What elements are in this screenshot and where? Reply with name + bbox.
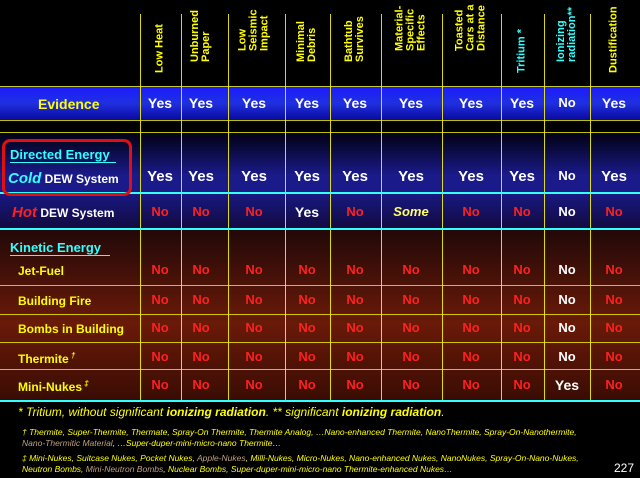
- table-cell: No: [558, 168, 576, 183]
- table-cell: No: [513, 262, 531, 277]
- footnote-text: Mini-Neutron Bombs: [85, 464, 164, 474]
- table-cell: Yes: [398, 95, 424, 111]
- footnote-mark: †: [68, 351, 76, 360]
- table-cell: No: [192, 320, 210, 335]
- table-cell: Yes: [342, 95, 368, 111]
- table-cell: Yes: [554, 377, 580, 393]
- kinetic-energy-underline: [10, 255, 110, 256]
- table-cell: No: [513, 204, 531, 219]
- table-cell: No: [513, 377, 531, 392]
- table-cell: No: [605, 292, 623, 307]
- table-cell: No: [245, 292, 263, 307]
- footnote-thermite: [22, 427, 602, 449]
- footnote-mark: ‡: [82, 379, 89, 388]
- table-cell: No: [298, 349, 316, 364]
- table-cell: No: [605, 349, 623, 364]
- table-cell: Yes: [458, 95, 484, 111]
- column-header: [502, 2, 542, 88]
- table-cell: No: [298, 377, 316, 392]
- footnote-bold: ionizing radiation: [166, 405, 266, 419]
- table-cell: Yes: [241, 168, 267, 185]
- table-cell: Yes: [294, 204, 320, 220]
- column-header-label: Ionizing radiation**: [555, 6, 578, 62]
- column-header: [234, 2, 274, 88]
- table-cell: No: [245, 262, 263, 277]
- table-cell: No: [402, 262, 420, 277]
- row-separator: [0, 285, 640, 286]
- table-cell: No: [558, 292, 576, 307]
- table-cell: No: [402, 292, 420, 307]
- row-separator: [0, 120, 640, 121]
- table-cell: No: [462, 204, 480, 219]
- table-cell: No: [346, 349, 364, 364]
- table-cell: No: [462, 262, 480, 277]
- table-cell: No: [402, 349, 420, 364]
- kinetic-row-label: [18, 294, 91, 308]
- table-cell: No: [402, 320, 420, 335]
- table-cell: No: [605, 204, 623, 219]
- column-header-label: Material- Specific Effects: [393, 5, 428, 51]
- table-cell: No: [245, 377, 263, 392]
- cold-prefix: Cold: [8, 170, 42, 187]
- table-cell: No: [462, 320, 480, 335]
- column-header: [181, 2, 221, 88]
- table-cell: No: [192, 377, 210, 392]
- table-cell: Some: [393, 204, 429, 219]
- table-cell: Yes: [188, 168, 214, 185]
- directed-energy-heading: Directed Energy: [10, 147, 110, 162]
- table-cell: No: [513, 292, 531, 307]
- row-separator: [0, 228, 640, 230]
- column-header-label: Unburned Paper: [189, 10, 212, 62]
- hot-dew-label: [12, 204, 114, 221]
- kinetic-row-label-text: Bombs in Building: [18, 322, 124, 336]
- table-cell: No: [462, 349, 480, 364]
- table-cell: No: [346, 320, 364, 335]
- table-cell: No: [151, 349, 169, 364]
- table-cell: Yes: [601, 168, 627, 185]
- table-cell: Yes: [294, 95, 320, 111]
- table-cell: Yes: [458, 168, 484, 185]
- column-header: [287, 2, 327, 88]
- footnote-main: [18, 405, 445, 419]
- table-cell: No: [298, 262, 316, 277]
- table-cell: Yes: [147, 95, 173, 111]
- table-cell: No: [151, 262, 169, 277]
- table-cell: No: [605, 262, 623, 277]
- kinetic-row-label: [18, 351, 75, 366]
- table-cell: Yes: [398, 168, 424, 185]
- row-separator: [0, 400, 640, 402]
- column-header-label: Low Heat: [153, 24, 166, 73]
- table-cell: No: [192, 262, 210, 277]
- table-cell: No: [513, 349, 531, 364]
- table-cell: Yes: [509, 95, 535, 111]
- table-cell: No: [462, 377, 480, 392]
- footnote-bold: ionizing radiation: [341, 405, 442, 419]
- footnote-text: ‡ Mini-Nukes, Suitcase Nukes, Pocket Nukes,: [22, 453, 197, 463]
- footnote-text: Apple-Nukes: [196, 453, 246, 463]
- column-header: [547, 2, 587, 88]
- hot-prefix: Hot: [12, 204, 37, 221]
- kinetic-row-label-text: Mini-Nukes: [18, 380, 83, 394]
- row-separator: [0, 132, 640, 133]
- column-header-label: Tritium *: [515, 28, 528, 73]
- table-cell: No: [151, 320, 169, 335]
- table-cell: Yes: [147, 168, 173, 185]
- table-cell: No: [192, 204, 210, 219]
- table-cell: No: [151, 292, 169, 307]
- table-cell: No: [462, 292, 480, 307]
- table-cell: Yes: [342, 168, 368, 185]
- column-header: [594, 2, 634, 88]
- directed-energy-underline: [10, 162, 116, 163]
- table-cell: No: [558, 204, 576, 219]
- kinetic-energy-heading: Kinetic Energy: [10, 240, 102, 255]
- row-separator: [0, 369, 640, 370]
- table-cell: No: [605, 320, 623, 335]
- column-header: [335, 2, 375, 88]
- table-cell: No: [298, 292, 316, 307]
- table-cell: No: [558, 320, 576, 335]
- table-cell: No: [558, 95, 576, 110]
- column-header-label: Bathtub Survives: [343, 16, 366, 62]
- column-header-label: Low Seismic Impact: [236, 9, 271, 51]
- table-cell: No: [605, 377, 623, 392]
- table-cell: Yes: [241, 95, 267, 111]
- table-cell: No: [346, 262, 364, 277]
- column-header-label: Toasted Cars at a Distance: [453, 4, 488, 51]
- cold-dew-system-text: DEW System: [44, 172, 119, 186]
- table-cell: No: [558, 349, 576, 364]
- table-cell: No: [245, 320, 263, 335]
- kinetic-row-label-text: Jet-Fuel: [18, 264, 65, 278]
- table-cell: Yes: [294, 168, 320, 185]
- table-cell: No: [402, 377, 420, 392]
- table-cell: No: [346, 292, 364, 307]
- footnote-text: Nano-Thermitic Material: [22, 438, 113, 448]
- kinetic-row-label-text: Building Fire: [18, 294, 92, 308]
- column-header: [391, 2, 431, 88]
- table-cell: No: [513, 320, 531, 335]
- row-separator: [0, 342, 640, 343]
- footnote-text: . ** significant: [265, 405, 342, 419]
- kinetic-row-label: [18, 379, 89, 394]
- table-cell: No: [346, 204, 364, 219]
- kinetic-row-label: [18, 322, 124, 336]
- evidence-label: Evidence: [38, 96, 100, 112]
- footnote-nukes: [22, 453, 602, 475]
- column-header-label: Minimal Debris: [295, 21, 318, 62]
- table-cell: No: [192, 292, 210, 307]
- footnote-text: .: [441, 405, 445, 419]
- cold-dew-label: [8, 170, 119, 187]
- column-header-label: Dustification: [607, 6, 620, 73]
- footnote-text: † Thermite, Super-Thermite, Thermate, Spray-On Thermite, Thermite Analog, …Nano-enhanced Thermite, NanoThermite, Spray-On-Nanothermite,: [22, 427, 577, 437]
- table-cell: Yes: [601, 95, 627, 111]
- page-number: 227: [613, 461, 634, 475]
- column-header: [451, 2, 491, 88]
- table-cell: No: [192, 349, 210, 364]
- row-separator: [0, 314, 640, 315]
- table-cell: Yes: [509, 168, 535, 185]
- table-cell: No: [346, 377, 364, 392]
- column-header: [140, 2, 180, 88]
- table-cell: No: [151, 377, 169, 392]
- table-cell: No: [298, 320, 316, 335]
- table-cell: No: [151, 204, 169, 219]
- table-cell: No: [245, 349, 263, 364]
- footnote-text: * Tritium, without significant: [18, 405, 167, 419]
- table-cell: No: [245, 204, 263, 219]
- footnote-text: , …Super-duper-mini-micro-nano Thermite…: [112, 438, 282, 448]
- table-cell: Yes: [188, 95, 214, 111]
- hot-dew-system-text: DEW System: [40, 206, 115, 220]
- kinetic-row-label-text: Thermite: [18, 352, 69, 366]
- footnote-text: , Milli-Nukes, Micro-Nukes, Nano-enhanced Nukes, NanoNukes, Spray-On-Nano-Nukes, Neutron Bombs,: [22, 453, 579, 474]
- table-cell: No: [558, 262, 576, 277]
- footnote-text: , Nuclear Bombs, Super-duper-mini-micro-nano Thermite-enhanced Nukes…: [163, 464, 453, 474]
- kinetic-row-label: [18, 264, 64, 278]
